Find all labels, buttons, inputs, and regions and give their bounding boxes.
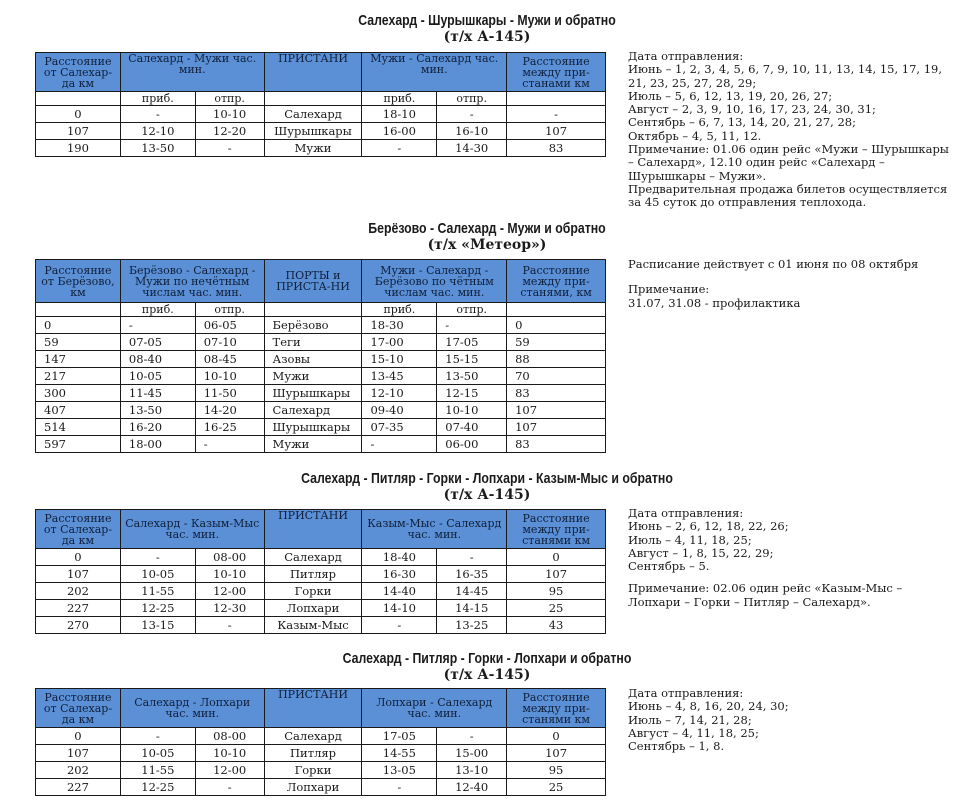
cell: 43 xyxy=(507,617,606,634)
s1-title-block xyxy=(0,12,974,45)
table-row xyxy=(36,779,606,796)
cell: 11-55 xyxy=(120,762,195,779)
cell: 70 xyxy=(507,368,606,385)
forward-header: Берёзово - Салехард - Мужи по нечётным числам час. мин. xyxy=(120,260,264,303)
cell: 11-55 xyxy=(120,583,195,600)
s3-title-block xyxy=(0,470,974,503)
s3-schedule-table xyxy=(35,509,606,634)
cell: Азовы xyxy=(264,351,362,368)
between-header: Расстояние между при-станями, км xyxy=(507,260,606,303)
table-row xyxy=(36,123,606,140)
cell: Лопхари xyxy=(264,779,362,796)
distance-header: Расстояние от Салехар-да км xyxy=(36,689,121,728)
table-header-row xyxy=(36,510,606,549)
cell: 107 xyxy=(36,566,121,583)
table-row xyxy=(36,419,606,436)
table-row xyxy=(36,762,606,779)
s3-notes xyxy=(628,507,958,609)
cell: 12-00 xyxy=(195,583,264,600)
distance-header: Расстояние от Салехар-да км xyxy=(36,510,121,549)
cell: 217 xyxy=(36,368,121,385)
cell: 15-00 xyxy=(437,745,507,762)
s1-route-title: Салехард - Шурышкары - Мужи и обратно xyxy=(358,12,616,29)
cell: - xyxy=(120,728,195,745)
table-subheader-row xyxy=(36,303,606,317)
cell: 95 xyxy=(507,583,606,600)
cell: Шурышкары xyxy=(264,123,362,140)
cell: - xyxy=(362,779,437,796)
cell: 11-45 xyxy=(120,385,195,402)
cell: 16-20 xyxy=(120,419,195,436)
note-line: Примечание: 02.06 один рейс «Казым-Мыс – Лопхари – Горки – Питляр – Салехард». xyxy=(628,581,903,609)
s1-notes xyxy=(628,50,958,210)
note-line: Сентябрь – 5. xyxy=(628,559,710,574)
cell: 12-25 xyxy=(120,600,195,617)
cell: - xyxy=(195,779,264,796)
return-header: Мужи - Салехард час. мин. xyxy=(362,53,507,92)
cell: 15-10 xyxy=(362,351,437,368)
s4-route-title: Салехард - Питляр - Горки - Лопхари и обратно xyxy=(342,650,632,667)
cell: 202 xyxy=(36,762,121,779)
return-header: Казым-Мыс - Салехард час. мин. xyxy=(362,510,507,549)
cell: 83 xyxy=(507,436,606,453)
cell: 12-15 xyxy=(437,385,507,402)
stops-header: ПРИСТАНИ xyxy=(264,689,362,728)
cell: 202 xyxy=(36,583,121,600)
cell: 10-10 xyxy=(437,402,507,419)
note-line: Июнь – 2, 6, 12, 18, 22, 26; xyxy=(628,519,789,534)
cell: 07-05 xyxy=(120,334,195,351)
cell: Горки xyxy=(264,583,362,600)
s2-route-title: Берёзово - Салехард - Мужи и обратно xyxy=(368,220,606,237)
cell: Питляр xyxy=(264,566,362,583)
forward-header: Салехард - Казым-Мыс час. мин. xyxy=(120,510,264,549)
depart-label: отпр. xyxy=(437,92,507,106)
cell: Шурышкары xyxy=(264,419,362,436)
cell: 12-00 xyxy=(195,762,264,779)
cell: - xyxy=(362,140,437,157)
s3-vessel: (т/х А-145) xyxy=(443,487,531,503)
cell: - xyxy=(195,140,264,157)
cell: 0 xyxy=(36,317,121,334)
between-header: Расстояние между при-станами км xyxy=(507,53,606,92)
note-line: Сентябрь – 1, 8. xyxy=(628,739,725,754)
s4-schedule-table xyxy=(35,688,606,796)
cell: - xyxy=(437,549,507,566)
stops-header: ПОРТЫ и ПРИСТА-НИ xyxy=(264,260,362,303)
note-line: Расписание действует с 01 июня по 08 октября xyxy=(628,257,919,271)
note-line: Сентябрь – 6, 7, 13, 14, 20, 21, 27, 28; xyxy=(628,115,856,130)
cell: 08-45 xyxy=(195,351,264,368)
cell: 17-05 xyxy=(437,334,507,351)
cell: Горки xyxy=(264,762,362,779)
cell: 08-00 xyxy=(195,728,264,745)
table-subheader-row xyxy=(36,92,606,106)
cell: 514 xyxy=(36,419,121,436)
depart-label: отпр. xyxy=(437,303,507,317)
cell: Мужи xyxy=(264,140,362,157)
cell: 18-40 xyxy=(362,549,437,566)
table-row xyxy=(36,583,606,600)
table-row xyxy=(36,334,606,351)
cell: 10-10 xyxy=(195,566,264,583)
cell: 08-00 xyxy=(195,549,264,566)
cell: - xyxy=(195,436,264,453)
cell: 59 xyxy=(507,334,606,351)
stops-header: ПРИСТАНИ xyxy=(264,53,362,92)
note-line: Июнь – 4, 8, 16, 20, 24, 30; xyxy=(628,699,789,714)
cell: 10-10 xyxy=(195,745,264,762)
cell: 07-35 xyxy=(362,419,437,436)
table-row xyxy=(36,351,606,368)
note-line: Июль – 4, 11, 18, 25; xyxy=(628,532,752,547)
cell: 13-10 xyxy=(437,762,507,779)
table-row xyxy=(36,600,606,617)
note-line: 31.07, 31.08 - профилактика xyxy=(628,295,801,310)
table-header-row xyxy=(36,260,606,303)
cell: 88 xyxy=(507,351,606,368)
s2-vessel: (т/х «Метеор») xyxy=(427,237,547,253)
table-row xyxy=(36,385,606,402)
table-row xyxy=(36,317,606,334)
between-header: Расстояние между при-станями км xyxy=(507,689,606,728)
note-line: Июль – 7, 14, 21, 28; xyxy=(628,712,752,727)
cell: 227 xyxy=(36,779,121,796)
depart-label: отпр. xyxy=(195,303,264,317)
cell: Шурышкары xyxy=(264,385,362,402)
cell: 14-40 xyxy=(362,583,437,600)
note-line: Примечание: xyxy=(628,282,710,297)
cell: 14-30 xyxy=(437,140,507,157)
cell: 14-10 xyxy=(362,600,437,617)
cell: Мужи xyxy=(264,436,362,453)
table-row xyxy=(36,566,606,583)
cell: 13-50 xyxy=(120,402,195,419)
cell: 12-40 xyxy=(437,779,507,796)
cell: 107 xyxy=(507,566,606,583)
between-header: Расстояние между при-станями км xyxy=(507,510,606,549)
cell: - xyxy=(362,436,437,453)
cell: - xyxy=(507,106,606,123)
s2-notes xyxy=(628,258,958,310)
cell: 07-10 xyxy=(195,334,264,351)
cell: Питляр xyxy=(264,745,362,762)
s1-vessel: (т/х А-145) xyxy=(443,29,531,45)
cell: - xyxy=(120,317,195,334)
note-line: Дата отправления: xyxy=(628,686,744,700)
cell: 95 xyxy=(507,762,606,779)
cell: 0 xyxy=(507,728,606,745)
return-header: Мужи - Салехард - Берёзово по чётным числам час. мин. xyxy=(362,260,507,303)
cell: 12-10 xyxy=(362,385,437,402)
cell: 10-05 xyxy=(120,745,195,762)
cell: 18-30 xyxy=(362,317,437,334)
cell: 12-10 xyxy=(120,123,195,140)
cell: 0 xyxy=(507,317,606,334)
table-header-row xyxy=(36,53,606,92)
cell: 25 xyxy=(507,600,606,617)
cell: 18-10 xyxy=(362,106,437,123)
cell: 07-40 xyxy=(437,419,507,436)
note-line: Август – 1, 8, 15, 22, 29; xyxy=(628,545,774,560)
cell: 107 xyxy=(507,745,606,762)
cell: 15-15 xyxy=(437,351,507,368)
table-row xyxy=(36,617,606,634)
note-line: Август – 2, 3, 9, 10, 16, 17, 23, 24, 30, 31; xyxy=(628,102,876,117)
cell: 107 xyxy=(36,745,121,762)
cell: 107 xyxy=(507,123,606,140)
s4-vessel: (т/х А-145) xyxy=(443,667,531,683)
table-row xyxy=(36,728,606,745)
cell: 107 xyxy=(507,419,606,436)
arrive-label: приб. xyxy=(120,303,195,317)
cell: 08-40 xyxy=(120,351,195,368)
arrive-label: приб. xyxy=(120,92,195,106)
note-line: Август – 4, 11, 18, 25; xyxy=(628,725,759,740)
cell: 16-00 xyxy=(362,123,437,140)
depart-label: отпр. xyxy=(195,92,264,106)
cell: 300 xyxy=(36,385,121,402)
cell: 09-40 xyxy=(362,402,437,419)
cell: 16-35 xyxy=(437,566,507,583)
cell: 16-10 xyxy=(437,123,507,140)
cell: - xyxy=(120,549,195,566)
cell: 13-15 xyxy=(120,617,195,634)
cell: Берёзово xyxy=(264,317,362,334)
distance-header: Расстояние от Салехар-да км xyxy=(36,53,121,92)
cell: Салехард xyxy=(264,549,362,566)
cell: - xyxy=(437,728,507,745)
table-row xyxy=(36,549,606,566)
table-row xyxy=(36,402,606,419)
table-row xyxy=(36,106,606,123)
cell: 83 xyxy=(507,385,606,402)
cell: - xyxy=(437,317,507,334)
cell: 190 xyxy=(36,140,121,157)
table-row xyxy=(36,140,606,157)
cell: 0 xyxy=(36,549,121,566)
s1-schedule-table xyxy=(35,52,606,157)
cell: 14-45 xyxy=(437,583,507,600)
note-line: Июнь – 1, 2, 3, 4, 5, 6, 7, 9, 10, 11, 13, 14, 15, 17, 19, 21, 23, 25, 27, 28, 29; xyxy=(628,62,943,90)
cell: 597 xyxy=(36,436,121,453)
note-line: Дата отправления: xyxy=(628,49,744,63)
cell: 13-25 xyxy=(437,617,507,634)
s4-notes xyxy=(628,687,958,753)
cell: 227 xyxy=(36,600,121,617)
note-line: Июль – 5, 6, 12, 13, 19, 20, 26, 27; xyxy=(628,88,833,103)
cell: 25 xyxy=(507,779,606,796)
arrive-label: приб. xyxy=(362,303,437,317)
s4-title-block xyxy=(0,650,974,683)
cell: 12-25 xyxy=(120,779,195,796)
cell: 16-25 xyxy=(195,419,264,436)
table-row xyxy=(36,745,606,762)
cell: Салехард xyxy=(264,728,362,745)
cell: 0 xyxy=(36,106,121,123)
cell: Теги xyxy=(264,334,362,351)
distance-header: Расстояние от Берёзово, км xyxy=(36,260,121,303)
cell: 14-15 xyxy=(437,600,507,617)
cell: 16-30 xyxy=(362,566,437,583)
cell: Салехард xyxy=(264,106,362,123)
cell: 407 xyxy=(36,402,121,419)
cell: 13-50 xyxy=(120,140,195,157)
cell: 10-05 xyxy=(120,368,195,385)
cell: 10-10 xyxy=(195,368,264,385)
cell: Салехард xyxy=(264,402,362,419)
cell: - xyxy=(120,106,195,123)
cell: 0 xyxy=(507,549,606,566)
s2-title-block xyxy=(0,220,974,253)
return-header: Лопхари - Салехард час. мин. xyxy=(362,689,507,728)
cell: 17-00 xyxy=(362,334,437,351)
cell: 17-05 xyxy=(362,728,437,745)
table-row xyxy=(36,368,606,385)
stops-header: ПРИСТАНИ xyxy=(264,510,362,549)
cell: 270 xyxy=(36,617,121,634)
cell: 59 xyxy=(36,334,121,351)
note-line: Октябрь – 4, 5, 11, 12. xyxy=(628,128,762,143)
cell: 11-50 xyxy=(195,385,264,402)
forward-header: Салехард - Лопхари час. мин. xyxy=(120,689,264,728)
cell: 83 xyxy=(507,140,606,157)
cell: 107 xyxy=(36,123,121,140)
cell: 13-05 xyxy=(362,762,437,779)
cell: 147 xyxy=(36,351,121,368)
cell: 06-05 xyxy=(195,317,264,334)
s2-schedule-table xyxy=(35,259,606,453)
cell: 107 xyxy=(507,402,606,419)
cell: 10-10 xyxy=(195,106,264,123)
note-line: Предварительная продажа билетов осуществляется за 45 суток до отправления теплохода. xyxy=(628,181,948,210)
cell: 10-05 xyxy=(120,566,195,583)
cell: 06-00 xyxy=(437,436,507,453)
cell: Казым-Мыс xyxy=(264,617,362,634)
cell: 0 xyxy=(36,728,121,745)
cell: Лопхари xyxy=(264,600,362,617)
table-row xyxy=(36,436,606,453)
forward-header: Салехард - Мужи час. мин. xyxy=(120,53,264,92)
arrive-label: приб. xyxy=(362,92,437,106)
note-line: Дата отправления: xyxy=(628,506,744,520)
table-header-row xyxy=(36,689,606,728)
cell: - xyxy=(195,617,264,634)
note-line: Примечание: 01.06 один рейс «Мужи – Шурышкары – Салехард», 12.10 один рейс «Салехард – Шурышкары – Мужи». xyxy=(628,142,949,183)
cell: 13-50 xyxy=(437,368,507,385)
cell: 13-45 xyxy=(362,368,437,385)
cell: 18-00 xyxy=(120,436,195,453)
s3-route-title: Салехард - Питляр - Горки - Лопхари - Казым-Мыс и обратно xyxy=(301,470,673,487)
cell: 14-55 xyxy=(362,745,437,762)
cell: 12-20 xyxy=(195,123,264,140)
cell: 12-30 xyxy=(195,600,264,617)
cell: - xyxy=(437,106,507,123)
cell: 14-20 xyxy=(195,402,264,419)
cell: - xyxy=(362,617,437,634)
cell: Мужи xyxy=(264,368,362,385)
